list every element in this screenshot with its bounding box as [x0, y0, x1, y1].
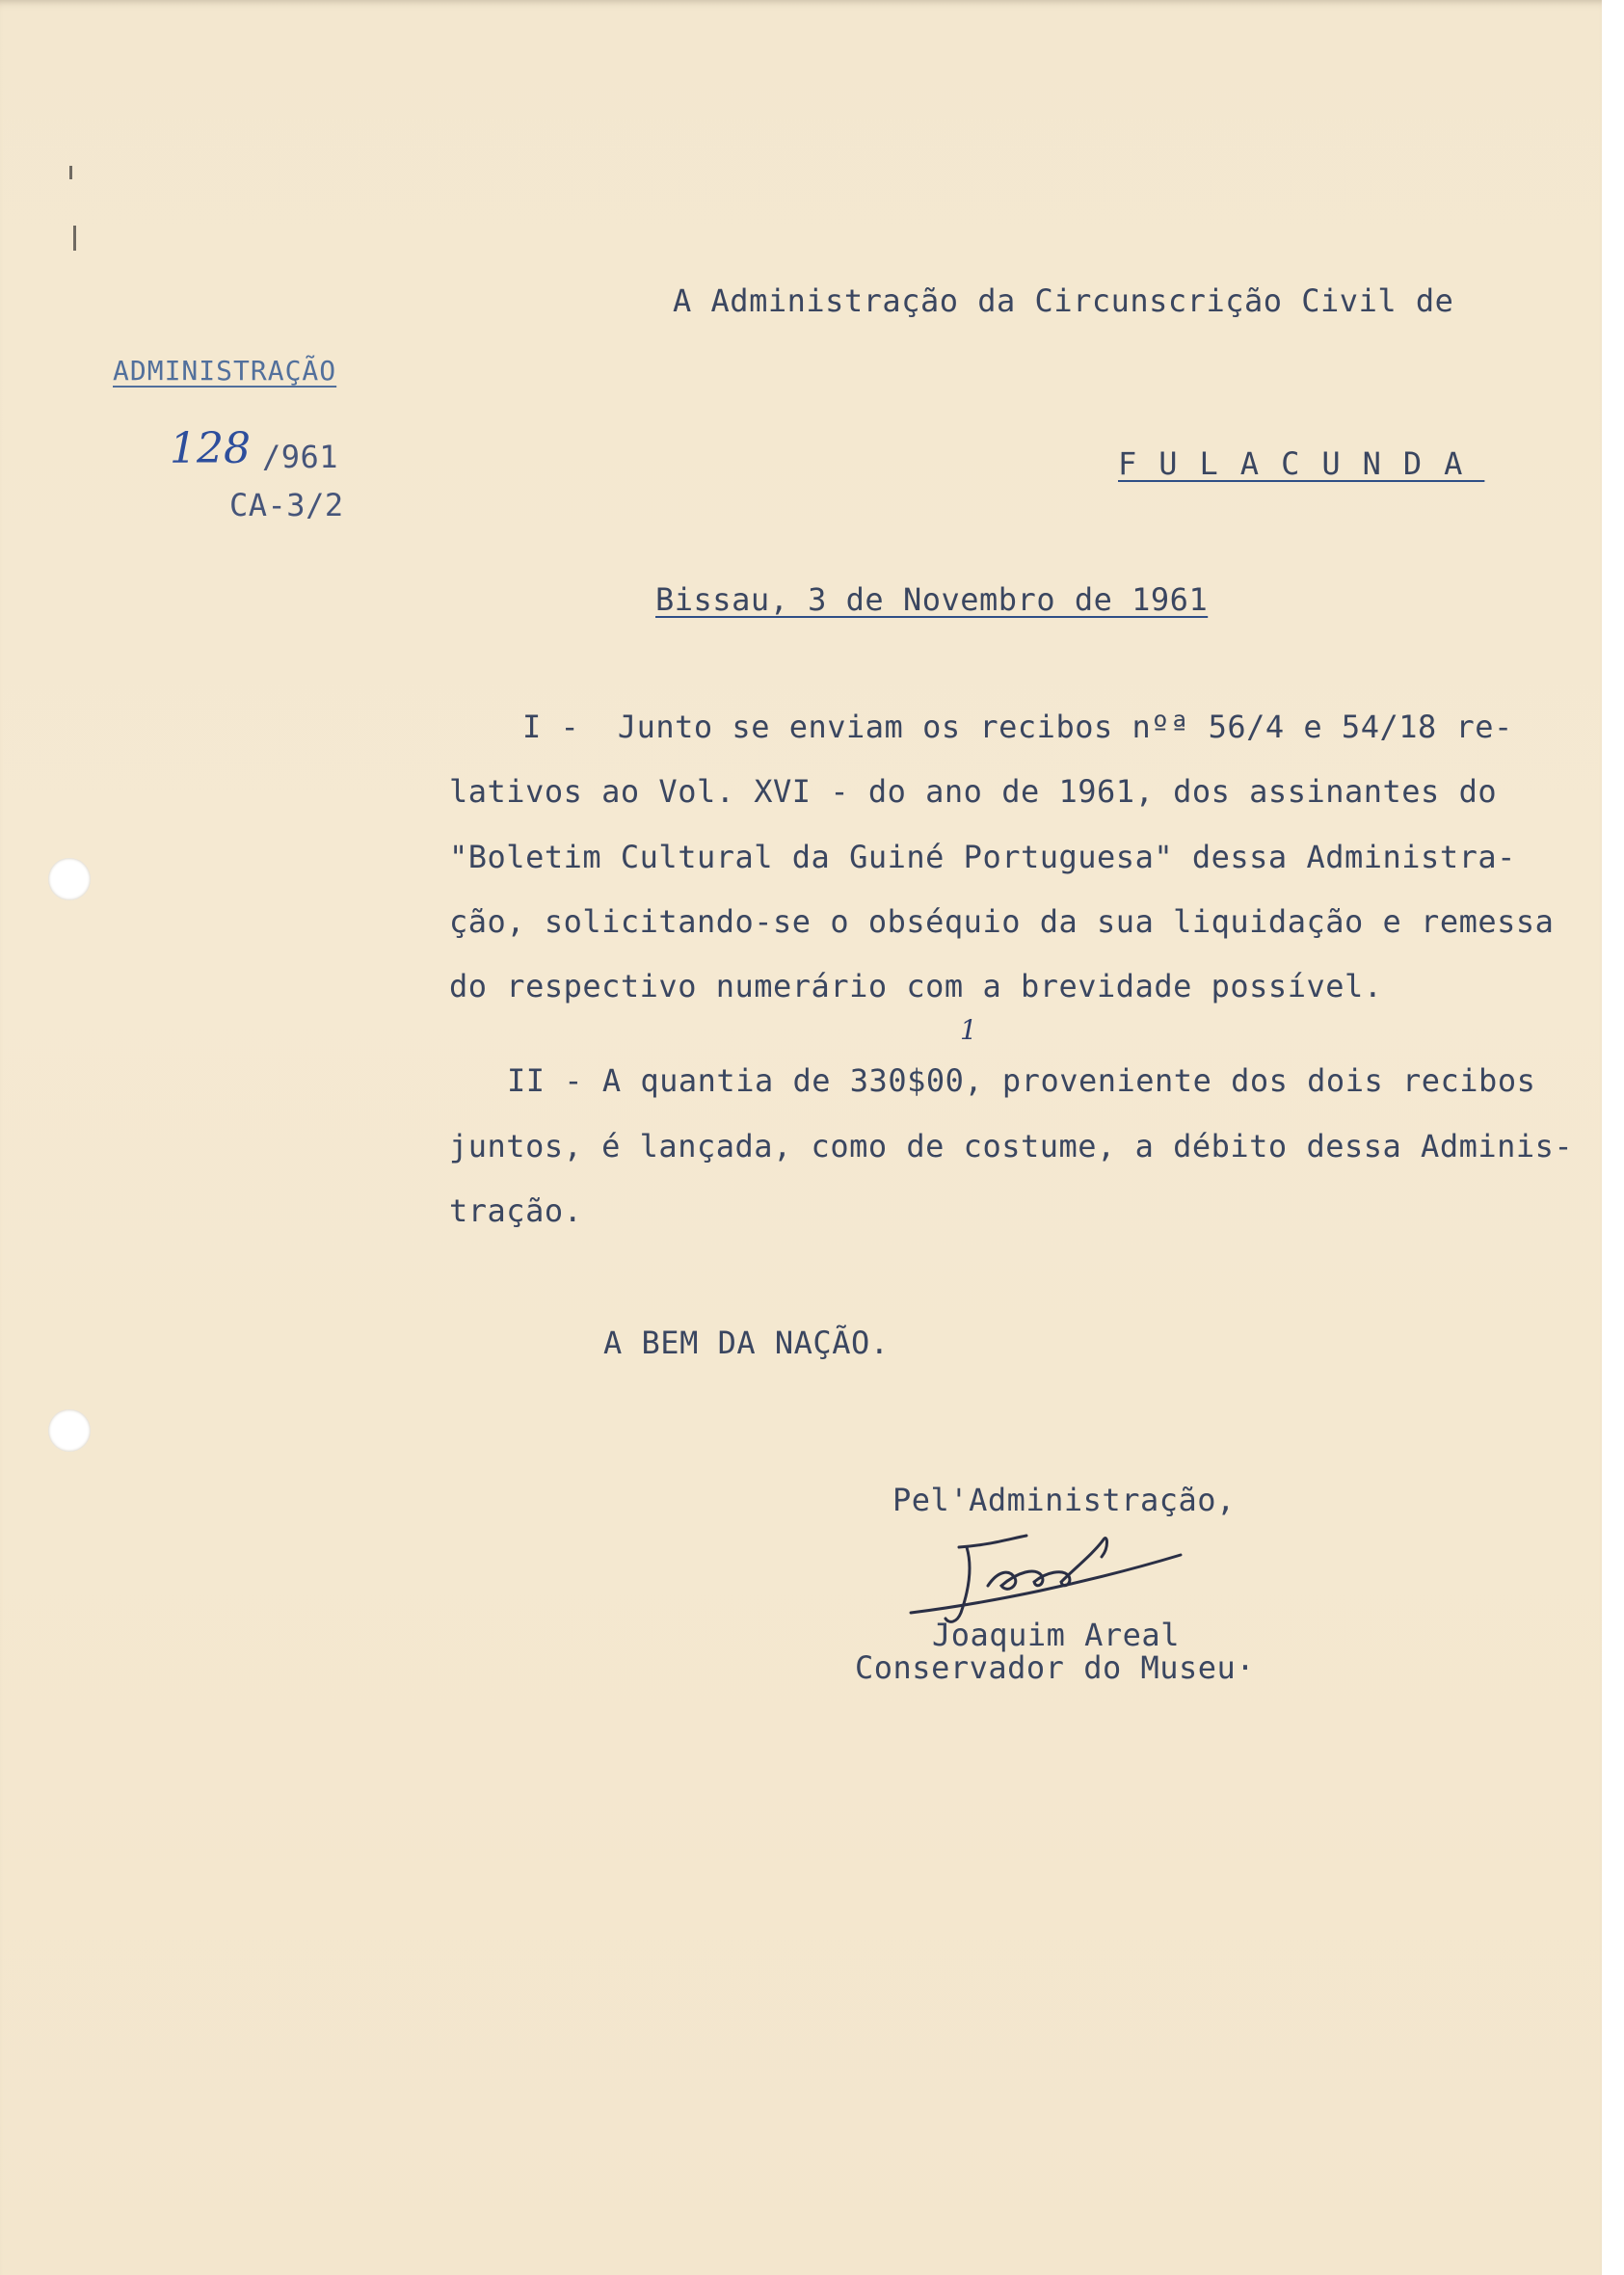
margin-mark: [69, 166, 72, 179]
margin-mark: [73, 226, 76, 251]
paragraph-line: juntos, é lançada, como de costume, a débito dessa Adminis-: [449, 1128, 1574, 1164]
reference-code: CA-3/2: [229, 487, 344, 523]
paragraph-line: "Boletim Cultural da Guiné Portuguesa" dessa Administra-: [449, 839, 1516, 875]
paragraph-line: ção, solicitando-se o obséquio da sua liquidação e remessa: [449, 903, 1555, 940]
on-behalf-line: Pel'Administração,: [892, 1482, 1236, 1518]
paragraph-line: I - Junto se enviam os recibos nºª 56/4 e 54/18 re-: [522, 709, 1513, 745]
paragraph-line: II - A quantia de 330$00, proveniente dos dois recibos: [507, 1062, 1536, 1099]
recipient-place: FULACUNDA: [1118, 445, 1485, 482]
paragraph-line: lativos ao Vol. XVI - do ano de 1961, dos assinantes do: [449, 773, 1498, 810]
scan-background-edge: [1602, 0, 1624, 2275]
signatory-title: Conservador do Museu·: [855, 1649, 1256, 1686]
punch-hole: [48, 858, 91, 900]
reference-year: /961: [262, 439, 339, 475]
date-line: Bissau, 3 de Novembro de 1961: [655, 581, 1209, 618]
paragraph-line: do respectivo numerário com a brevidade possível.: [449, 968, 1383, 1004]
administration-stamp: ADMINISTRAÇÃO: [113, 355, 337, 387]
paragraph-line: tração.: [449, 1192, 583, 1229]
handwritten-correction: 1: [960, 1014, 977, 1046]
recipient-line: A Administração da Circunscrição Civil de: [673, 282, 1454, 319]
punch-hole: [48, 1409, 91, 1452]
handwritten-reference-number: 128: [170, 424, 251, 473]
closing-formula: A BEM DA NAÇÃO.: [603, 1325, 890, 1361]
signatory-name: Joaquim Areal: [932, 1617, 1180, 1653]
